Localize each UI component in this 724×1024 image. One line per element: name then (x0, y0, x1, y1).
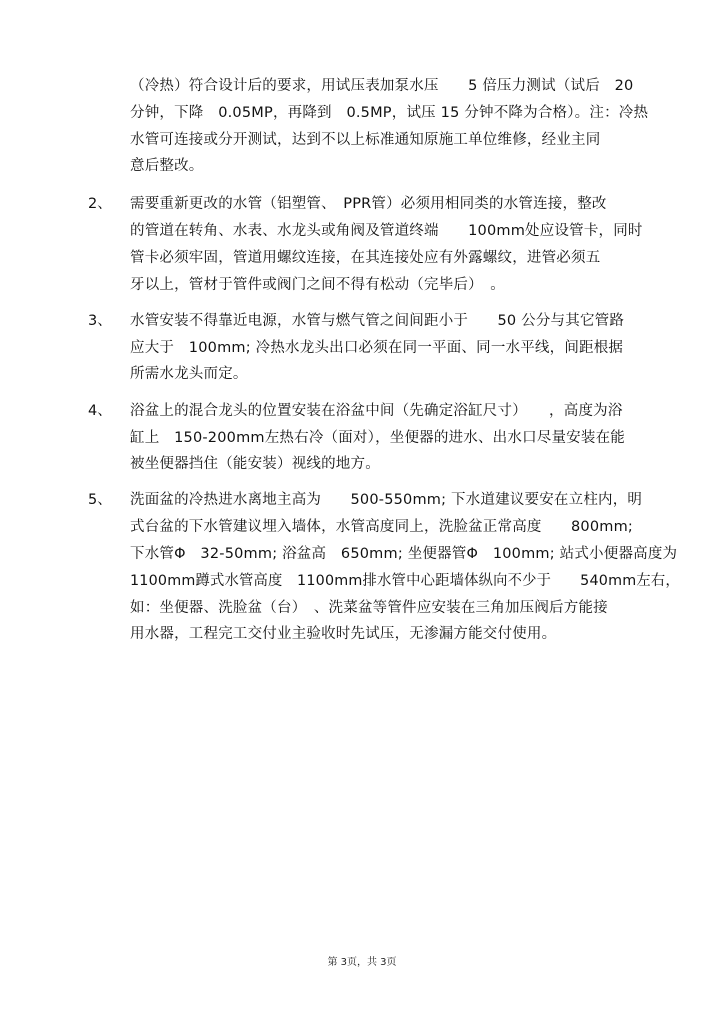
paragraph-line: 分钟，下降 0.05MP，再降到 0.5MP，试压 15 分钟不降为合格）。注：冷热 (130, 105, 649, 121)
item-number: 4、 (88, 403, 112, 419)
paragraph-line: （冷热）符合设计后的要求，用试压表加泵水压 5 倍压力测试（试后 20 (130, 78, 634, 94)
paragraph-line: 缸上 150-200mm左热右冷（面对），坐便器的进水、出水口尽量安装在能 (130, 430, 625, 446)
paragraph-line: 意后整改。 (130, 158, 204, 174)
item-number: 5、 (88, 492, 112, 508)
paragraph-line: 1100mm蹲式水管高度 1100mm排水管中心距墙体纵向不少于 540mm左右， (130, 573, 680, 589)
paragraph-line: 下水管Φ 32-50mm; 浴盆高 650mm; 坐便器管Φ 100mm; 站式小便器高度为 (130, 546, 678, 562)
paragraph-line: 洗面盆的冷热进水离地主高为 500-550mm; 下水道建议要安在立柱内，明 (130, 492, 643, 508)
paragraph-line: 水管安装不得靠近电源，水管与燃气管之间间距小于 50 公分与其它管路 (130, 313, 625, 329)
paragraph-line: 牙以上，管材于管件或阀门之间不得有松动（完毕后） 。 (130, 277, 505, 293)
paragraph-line: 的管道在转角、水表、水龙头或角阀及管道终端 100mm处应设管卡，同时 (130, 223, 643, 239)
paragraph-line: 所需水龙头而定。 (130, 366, 248, 382)
paragraph-line: 式台盆的下水管建议埋入墙体，水管高度同上，洗脸盆正常高度 800mm; (130, 519, 634, 535)
paragraph-line: 管卡必须牢固，管道用螺纹连接，在其连接处应有外露螺纹，进管必须五 (130, 250, 601, 266)
item-number: 3、 (88, 313, 112, 329)
paragraph-line: 如：坐便器、洗脸盆（台） 、洗菜盆等管件应安装在三角加压阀后方能接 (130, 600, 608, 616)
paragraph-line: 需要重新更改的水管（铝塑管、 PPR管）必须用相同类的水管连接，整改 (130, 196, 607, 212)
paragraph-line: 水管可连接或分开测试，达到不以上标准通知原施工单位维修，经业主同 (130, 132, 601, 148)
item-number: 2、 (88, 196, 112, 212)
paragraph-line: 被坐便器挡住（能安装）视线的地方。 (130, 456, 380, 472)
paragraph-line: 应大于 100mm; 冷热水龙头出口必须在同一平面、同一水平线，间距根据 (130, 340, 624, 356)
paragraph-line: 浴盆上的混合龙头的位置安装在浴盆中间（先确定浴缸尺寸） ，高度为浴 (130, 403, 623, 419)
page-number-footer: 第 3页，共 3页 (327, 957, 397, 968)
paragraph-line: 用水器，工程完工交付业主验收时先试压，无渗漏方能交付使用。 (130, 626, 557, 642)
